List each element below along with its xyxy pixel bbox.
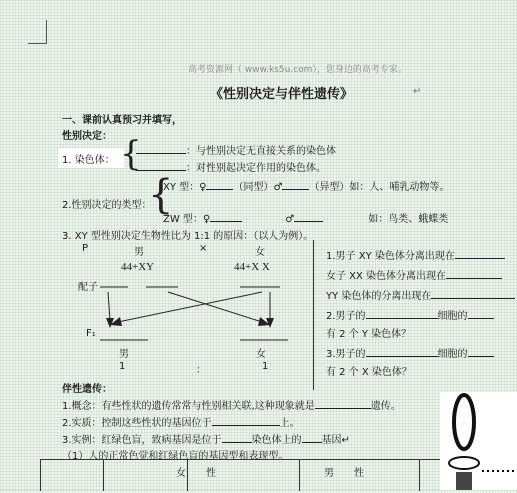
generation-p-label: P xyxy=(82,243,89,254)
blank-line xyxy=(315,398,371,409)
ratio-value: 1 xyxy=(119,361,126,372)
chromosome-line-2: ：对性别起决定作用的染色体。 xyxy=(136,159,326,174)
subsection-heading: 性别决定： xyxy=(62,131,112,142)
genotype-table xyxy=(40,459,503,491)
figure-base xyxy=(456,472,472,490)
blank-line xyxy=(431,288,515,299)
table-header-male: 男 性 xyxy=(324,468,364,479)
page-header: 高考资源网（ www.ks5u.com），您身边的高考专家。 xyxy=(188,65,407,75)
cross-symbol: × xyxy=(199,243,208,254)
blank-line xyxy=(446,268,502,279)
types-label: 2.性别决定的类型： xyxy=(62,200,152,211)
figure-ring xyxy=(454,395,474,449)
chromosome-line-1: ：与性别决定无直接关系的染色体 xyxy=(136,142,336,157)
ratio-value: 1 xyxy=(262,361,269,372)
note-3a: 3.男子的 细胞的 xyxy=(326,345,494,360)
xy-type-line: XY 型：♀ （同型）♂ （异型）如：人、哺乳动物等。 xyxy=(163,178,449,193)
female-genotype: 44+X X xyxy=(234,261,270,273)
blank-line xyxy=(468,308,494,319)
gamete-label: 配子 xyxy=(78,282,98,293)
figure-ring xyxy=(449,457,479,469)
figure-drawing xyxy=(440,392,517,490)
arrow-line xyxy=(118,292,262,322)
left-brace: { xyxy=(148,172,174,218)
arrow-line xyxy=(108,292,110,320)
left-brace: { xyxy=(120,134,142,174)
example-line: 3.实例：红绿色盲，致病基因是位于 染色体上的 基因↵ xyxy=(62,431,350,446)
chromosome-label: 1. 染色体： xyxy=(62,155,115,166)
essence-line: 2.实质：控制这些性状的基因位于 上。 xyxy=(62,414,300,429)
note-1c: YY 染色体的分离出现在 xyxy=(326,287,515,302)
note-1a: 1.男子 XY 染色体分离出现在 xyxy=(326,247,505,262)
note-3c: 有 2 个 X 染色体？ xyxy=(326,367,412,378)
table-header-female: 女 性 xyxy=(176,468,216,479)
blank-line xyxy=(302,432,322,443)
note-2c: 有 2 个 Y 染色体？ xyxy=(326,329,412,340)
blank-line xyxy=(366,308,438,319)
inserted-figure xyxy=(440,392,517,490)
table-intro: （1）人的正常色觉和红绿色盲的基因型和表现型。 xyxy=(62,451,289,462)
note-1b: 女子 XX 染色体分离出现在 xyxy=(326,267,502,282)
blank-line xyxy=(366,346,438,357)
concept-line: 1.概念：有些性状的遗传常常与性别相关联,这种现象就是 遗传。 xyxy=(62,397,401,412)
page-title: 《性别决定与伴性遗传》 xyxy=(210,87,354,102)
table-cell xyxy=(41,460,104,491)
ratio-colon: ： xyxy=(196,365,206,376)
offspring-male-label: 男 xyxy=(119,349,129,360)
paragraph-mark: ↵ xyxy=(413,86,422,97)
parent-female-label: 女 xyxy=(255,247,265,258)
male-genotype: 44+XY xyxy=(121,261,155,273)
section-heading: 伴性遗传： xyxy=(62,384,112,395)
column-divider xyxy=(313,240,314,390)
blank-line xyxy=(212,415,280,426)
parent-male-label: 男 xyxy=(134,247,144,258)
blank-line xyxy=(468,346,494,357)
offspring-female-label: 女 xyxy=(256,349,266,360)
ratio-question: 3. XY 型性别决定生物性比为 1:1 的原因：（以人为例）。 xyxy=(62,231,314,242)
blank-line xyxy=(455,248,505,259)
note-2a: 2.男子的 细胞的 xyxy=(326,307,494,322)
generation-f1-label: F₁ xyxy=(86,328,96,339)
zw-type-line: ZW 型：♀ ♂ 如：鸟类、蛾蝶类 xyxy=(163,210,448,225)
blank-line xyxy=(222,432,252,443)
arrow-line xyxy=(168,292,262,322)
section-heading: 一、课前认真预习并填写， xyxy=(62,115,182,126)
